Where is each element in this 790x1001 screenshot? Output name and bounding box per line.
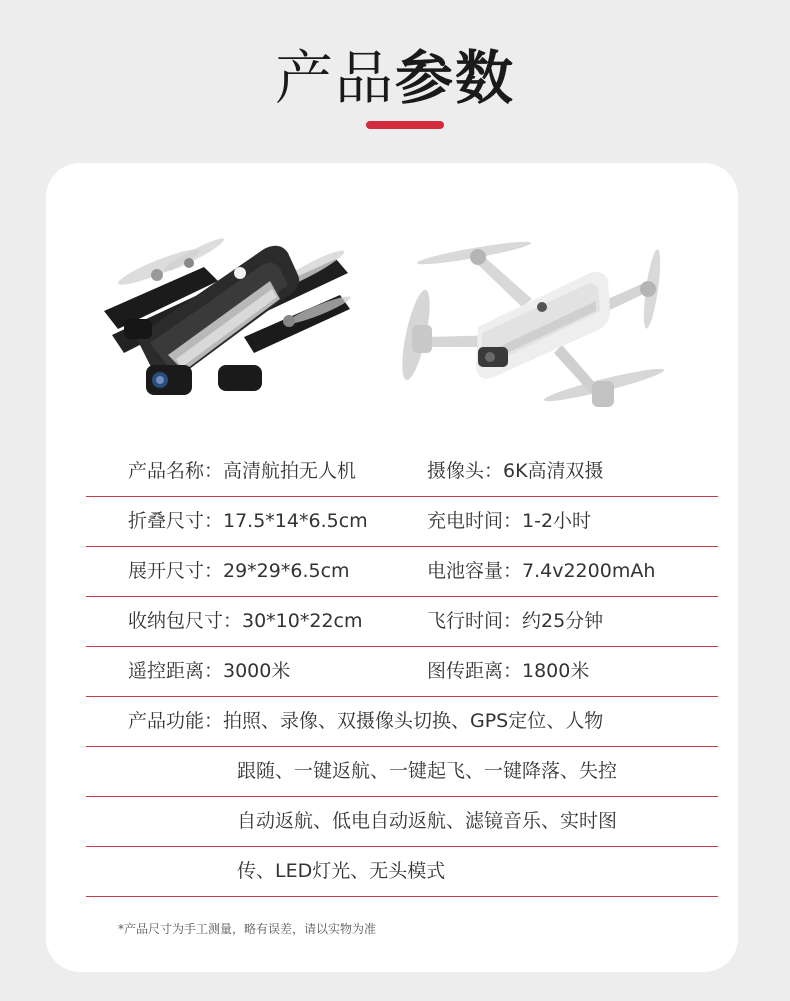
white-unfolded-drone [382, 215, 692, 425]
spec-row [86, 647, 718, 697]
spec-row [86, 847, 718, 897]
spec-features-line: 产品功能：拍照、录像、双摄像头切换、GPS定位、人物 [128, 710, 604, 732]
spec-row [86, 597, 718, 647]
spec-row [86, 697, 718, 747]
spec-features-line: 跟随、一键返航、一键起飞、一键降落、失控 [237, 760, 618, 782]
spec-row [86, 797, 718, 847]
footnote: *产品尺寸为手工测量，略有误差，请以实物为准 [118, 922, 377, 936]
spec-row [86, 747, 718, 797]
spec-remote-distance: 遥控距离：3000米 [128, 660, 291, 682]
spec-charge-time: 充电时间：1-2小时 [427, 510, 592, 532]
page-title [0, 38, 790, 118]
spec-flight-time: 飞行时间：约25分钟 [427, 610, 604, 632]
title-light: 产品 [274, 44, 395, 112]
spec-camera: 摄像头：6K高清双摄 [427, 460, 604, 482]
spec-table [86, 447, 718, 897]
spec-folded-size: 折叠尺寸：17.5*14*6.5cm [128, 510, 368, 532]
title-bold: 参数 [395, 44, 516, 112]
spec-features-line: 自动返航、低电自动返航、滤镜音乐、实时图 [237, 810, 618, 832]
spec-unfolded-size: 展开尺寸：29*29*6.5cm [128, 560, 350, 582]
spec-transmission-distance: 图传距离：1800米 [427, 660, 590, 682]
spec-row [86, 497, 718, 547]
spec-product-name: 产品名称：高清航拍无人机 [128, 460, 357, 482]
title-underline [366, 121, 444, 129]
spec-card [46, 163, 738, 972]
spec-features-line: 传、LED灯光、无头模式 [237, 860, 446, 882]
spec-row [86, 547, 718, 597]
spec-battery: 电池容量：7.4v2200mAh [427, 560, 656, 582]
spec-bag-size: 收纳包尺寸：30*10*22cm [128, 610, 363, 632]
black-folded-drone [84, 215, 364, 415]
spec-row [86, 447, 718, 497]
